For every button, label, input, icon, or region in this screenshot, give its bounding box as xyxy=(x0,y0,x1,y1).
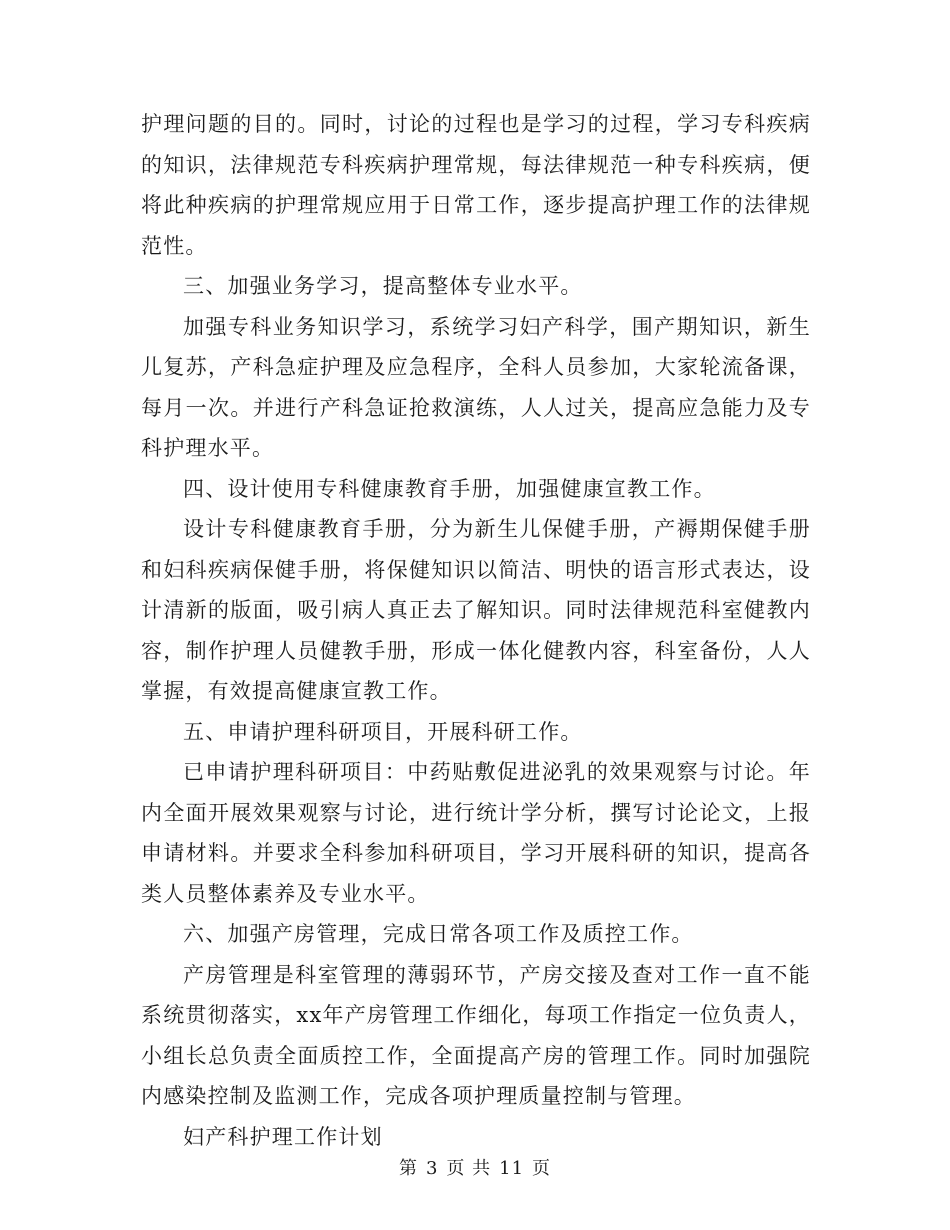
footer-total-pages: 11 xyxy=(499,1158,525,1179)
body-paragraph: 已申请护理科研项目：中药贴敷促进泌乳的效果观察与讨论。年内全面开展效果观察与讨论，进行统计学分析，撰写讨论论文，上报申请材料。并要求全科参加科研项目，学习开展科研的知识，提高各类人员整体素养及专业水平。 xyxy=(141,760,811,906)
section-heading: 六、加强产房管理，完成日常各项工作及质控工作。 xyxy=(183,922,694,946)
section-heading: 五、申请护理科研项目，开展科研工作。 xyxy=(183,719,583,744)
body-paragraph: 产房管理是科室管理的薄弱环节，产房交接及查对工作一直不能系统贯彻落实，xx年产房管理工作细化，每项工作指定一位负责人，小组长总负责全面质控工作，全面提高产房的管理工作。同时加强院内感染控制及监测工作，完成各项护理质量控制与管理。 xyxy=(141,962,811,1108)
body-paragraph: 护理问题的目的。同时，讨论的过程也是学习的过程，学习专科疾病的知识，法律规范专科疾病护理常规，每法律规范一种专科疾病，便将此种疾病的护理常规应用于日常工作，逐步提高护理工作的法律规范性。 xyxy=(141,112,811,258)
footer-current-page: 3 xyxy=(425,1158,439,1179)
body-paragraph: 加强专科业务知识学习，系统学习妇产科学，围产期知识，新生儿复苏，产科急症护理及应急程序，全科人员参加，大家轮流备课，每月一次。并进行产科急证抢救演练，人人过关，提高应急能力及专科护理水平。 xyxy=(141,314,811,460)
page-number-footer xyxy=(0,1154,950,1180)
footer-middle: 页 共 xyxy=(446,1158,492,1179)
document-body xyxy=(141,104,811,1157)
footer-suffix: 页 xyxy=(532,1158,552,1179)
footer-prefix: 第 xyxy=(398,1158,418,1179)
body-paragraph: 设计专科健康教育手册，分为新生儿保健手册，产褥期保健手册和妇科疾病保健手册，将保健知识以简洁、明快的语言形式表达，设计清新的版面，吸引病人真正去了解知识。同时法律规范科室健教内容，制作护理人员健教手册，形成一体化健教内容，科室备份，人人掌握，有效提高健康宣教工作。 xyxy=(141,517,811,703)
section-heading: 三、加强业务学习，提高整体专业水平。 xyxy=(183,274,583,298)
document-title-line: 妇产科护理工作计划 xyxy=(183,1124,383,1149)
section-heading: 四、设计使用专科健康教育手册，加强健康宣教工作。 xyxy=(183,476,716,501)
